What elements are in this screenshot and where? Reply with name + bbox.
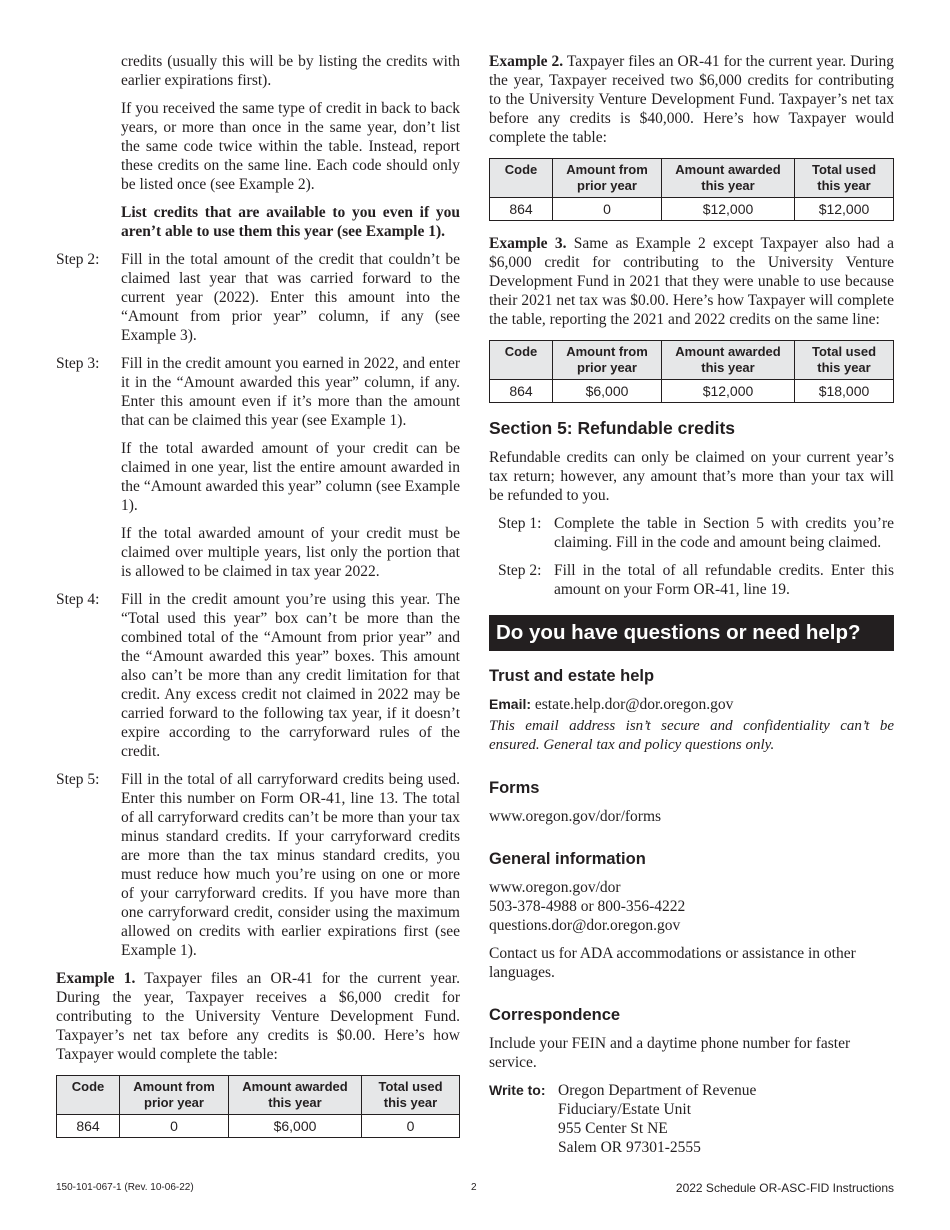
address-line: 955 Center St NE [558, 1120, 668, 1137]
header-code: Code [57, 1076, 120, 1115]
cell-code: 864 [490, 198, 553, 221]
trust-estate-heading: Trust and estate help [489, 667, 655, 685]
cell-prior: 0 [120, 1115, 229, 1138]
step-label: Step 2: [498, 562, 542, 579]
example-label: Example 3. [489, 235, 567, 252]
example-2-table [489, 158, 894, 221]
header-total: Total used this year [362, 1076, 460, 1115]
header-code: Code [490, 159, 553, 198]
cell-total: $18,000 [795, 380, 894, 403]
list-credits-note: List credits that are available to you even if you aren’t able to use them this year (see Example 1). [121, 204, 460, 240]
general-phone: 503-378-4988 or 800-356-4222 [489, 898, 686, 915]
section-5-heading: Section 5: Refundable credits [489, 418, 736, 438]
header-awarded: Amount awarded this year [662, 341, 795, 380]
cell-awarded: $6,000 [229, 1115, 362, 1138]
step-text: Fill in the credit amount you earned in 2022, and enter it in the “Amount awarded this year” column, if any. Enter this amount even if it’s more than the amount that can be claimed this year (see Example 1). [121, 355, 460, 429]
same-credit-paragraph: If you received the same type of credit in back to back years, or more than once in the same year, don’t list the same code twice within the table. Instead, report these credits on the same line. Each code should only be listed once (see Example 2). [121, 100, 460, 193]
example-label: Example 1. [56, 970, 136, 987]
help-banner: Do you have questions or need help? [489, 615, 894, 651]
example-3-paragraph [489, 234, 894, 329]
right-column [489, 52, 894, 1157]
address-line: Fiduciary/Estate Unit [558, 1101, 692, 1118]
refundable-step-1 [498, 514, 894, 552]
step-label: Step 1: [498, 515, 542, 532]
page-number: 2 [471, 1182, 477, 1193]
general-email[interactable]: questions.dor@dor.oregon.gov [489, 917, 681, 934]
header-awarded: Amount awarded this year [662, 159, 795, 198]
ada-note: Contact us for ADA accommodations or assistance in other languages. [489, 945, 856, 981]
step-label: Step 3: [56, 355, 100, 372]
step-text: Fill in the total amount of the credit that couldn’t be claimed last year that was carried forward to the current year (2022). Enter this amount into the “Amount from prior year” column, if any (see Example 3). [121, 251, 460, 344]
mailing-address [558, 1081, 756, 1157]
header-prior: Amount from prior year [553, 159, 662, 198]
email-note: This email address isn’t secure and confidentiality can’t be ensured. General tax and policy questions only. [489, 718, 894, 753]
step-2 [56, 250, 460, 345]
step-text: If the total awarded amount of your credit can be claimed in one year, list the entire amount awarded in the “Amount awarded this year” column (see Example 1). [121, 440, 460, 514]
header-total: Total used this year [795, 341, 894, 380]
cell-prior: 0 [553, 198, 662, 221]
header-total: Total used this year [795, 159, 894, 198]
table-row [490, 198, 894, 221]
cell-total: 0 [362, 1115, 460, 1138]
step-5 [56, 770, 460, 960]
example-text: Same as Example 2 except Taxpayer also had a $6,000 credit for contributing to the University Venture Development Fund in 2021 that they were unable to use because their 2021 net tax was $0.00. Here’s how Taxpayer will complete the table, reporting the 2021 and 2022 credits on the same line: [489, 235, 894, 328]
example-text: Taxpayer files an OR-41 for the current year. During the year, Taxpayer receives a $6,000 credit for contributing to the University Venture Development Fund. Taxpayer’s net tax before any credits is $0.00. Here’s how Taxpayer would complete the table: [56, 970, 460, 1063]
header-awarded: Amount awarded this year [229, 1076, 362, 1115]
correspondence-heading: Correspondence [489, 1006, 621, 1024]
table-row [490, 380, 894, 403]
cell-prior: $6,000 [553, 380, 662, 403]
header-code: Code [490, 341, 553, 380]
form-id: 150-101-067-1 (Rev. 10-06-22) [56, 1182, 194, 1193]
cell-code: 864 [490, 380, 553, 403]
left-column [56, 52, 460, 1151]
step-text: Complete the table in Section 5 with credits you’re claiming. Fill in the code and amount being claimed. [554, 515, 894, 551]
cell-total: $12,000 [795, 198, 894, 221]
step-label: Step 2: [56, 251, 100, 268]
cell-awarded: $12,000 [662, 380, 795, 403]
footer-title: 2022 Schedule OR-ASC-FID Instructions [675, 1181, 894, 1195]
step-3 [56, 354, 460, 581]
example-3-table [489, 340, 894, 403]
step-label: Step 5: [56, 771, 100, 788]
email-label: Email: [489, 696, 532, 712]
example-label: Example 2. [489, 53, 564, 70]
cell-awarded: $12,000 [662, 198, 795, 221]
address-line: Salem OR 97301-2555 [558, 1139, 701, 1156]
address-line: Oregon Department of Revenue [558, 1082, 757, 1099]
general-url[interactable]: www.oregon.gov/dor [489, 879, 621, 896]
step-label: Step 4: [56, 591, 100, 608]
table-row [57, 1115, 460, 1138]
step-text: Fill in the total of all refundable credits. Enter this amount on your Form OR-41, line 19. [554, 562, 894, 598]
example-text: Taxpayer files an OR-41 for the current year. During the year, Taxpayer received two $6,000 credits for contributing to the University Venture Development Fund. Taxpayer’s net tax before any credits is $40,000. Here’s how Taxpayer would complete the table: [489, 53, 894, 146]
correspondence-text: Include your FEIN and a daytime phone number for faster service. [489, 1035, 851, 1071]
write-to-block [489, 1081, 894, 1157]
example-1-paragraph [56, 969, 460, 1064]
write-to-label: Write to: [489, 1082, 546, 1098]
cell-code: 864 [57, 1115, 120, 1138]
forms-heading: Forms [489, 779, 540, 797]
example-1-table [56, 1075, 460, 1138]
step-text: Fill in the total of all carryforward credits being used. Enter this number on Form OR-41, line 13. The total of all carryforward credits can’t be more than your tax minus standard credits. If your carryforward credits are more than the tax minus standard credits, you must reduce how much you’re using on one or more of your carryforward credits. If you have more than one carryforward credit, consider using the maximum allowed on credits with earlier expirations first (see Example 1). [121, 771, 460, 959]
section-5-intro: Refundable credits can only be claimed on your current year’s tax return; however, any amount that’s more than your tax will be refunded to you. [489, 449, 894, 504]
example-2-paragraph [489, 52, 894, 147]
general-info-heading: General information [489, 850, 646, 868]
forms-url[interactable]: www.oregon.gov/dor/forms [489, 808, 662, 825]
continued-paragraph: credits (usually this will be by listing the credits with earlier expirations first). [121, 53, 460, 89]
header-prior: Amount from prior year [120, 1076, 229, 1115]
email-line [489, 695, 894, 714]
step-4 [56, 590, 460, 761]
email-address[interactable]: estate.help.dor@dor.oregon.gov [534, 696, 734, 713]
refundable-step-2 [498, 561, 894, 599]
header-prior: Amount from prior year [553, 341, 662, 380]
step-text: If the total awarded amount of your credit must be claimed over multiple years, list only the portion that is allowed to be claimed in tax year 2022. [121, 525, 460, 580]
step-text: Fill in the credit amount you’re using this year. The “Total used this year” box can’t be more than the combined total of the “Amount from prior year” and the “Amount awarded this year” boxes. This amount also can’t be more than any credit limitation for that credit. Any excess credit not claimed in 2022 may be carried forward to the following tax year, if it doesn’t expire according to the carryforward rules of the credit. [121, 591, 460, 760]
